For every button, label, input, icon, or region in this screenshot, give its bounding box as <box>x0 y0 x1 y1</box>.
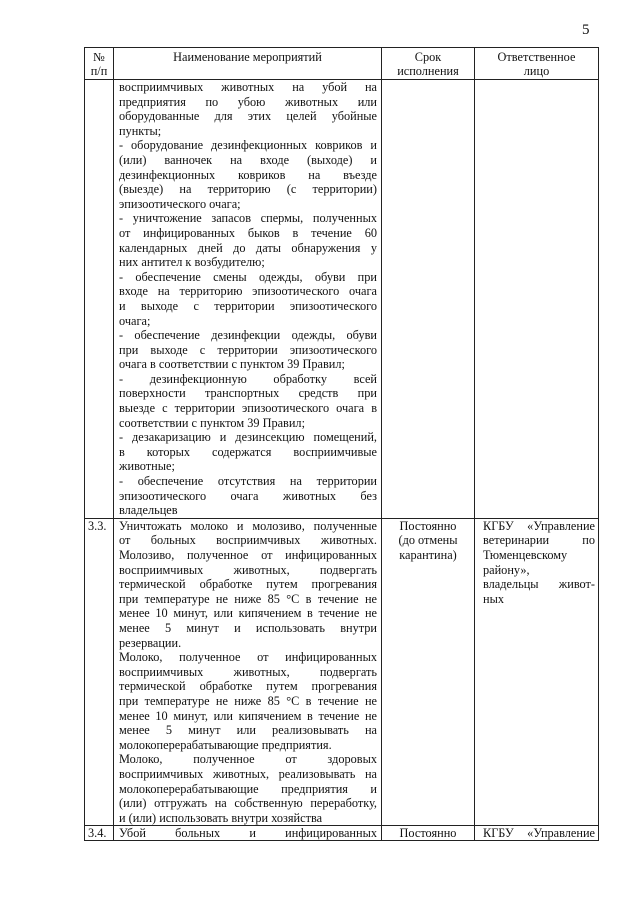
text-line: от инфицированных быков в течение 60 <box>119 225 377 240</box>
text-line: - обеспечение смены одежды, обуви при <box>119 269 377 284</box>
page-number: 5 <box>582 22 590 38</box>
text-line: оборудованные для этих целей убойные <box>119 109 377 124</box>
text-line: менее 5 минут или реализовывать на <box>119 723 377 738</box>
text-line: животные; <box>119 459 175 474</box>
text-line: - дезакаризацию и дезинсекцию помещений, <box>119 430 377 445</box>
header-name: Наименование мероприятий <box>114 48 382 80</box>
text-line: очага; <box>119 313 151 328</box>
row-3-3-description <box>114 518 382 825</box>
text-line: восприимчивых животных, подвергать <box>119 664 377 679</box>
text-line: молокоперерабатывающие предприятия. <box>119 737 332 752</box>
row-3-4-description: Убой больных и инфицированных <box>114 826 382 841</box>
text-line: - оборудование дезинфекционных ковриков и <box>119 138 377 153</box>
row-3-4-term: Постоянно <box>382 826 475 841</box>
text-line: - дезинфекционную обработку всей <box>119 371 377 386</box>
header-term: Срок исполнения <box>382 48 475 80</box>
responsible-line: владельцы живот- <box>483 577 595 592</box>
text-line: очага в соответствии с пунктом 39 Правил; <box>119 357 345 372</box>
term-line: карантина) <box>399 548 457 562</box>
text-line: - обеспечение отсутствия на территории <box>119 474 377 489</box>
text-line: и (или) использовать внутри хозяйства <box>119 810 323 825</box>
text-line: владельцев <box>119 503 178 518</box>
text-line: восприимчивых животных, подвергать <box>119 562 377 577</box>
table-row-3-3 <box>85 518 599 825</box>
row-3-4-responsible: КГБУ «Управление <box>475 826 599 841</box>
header-num: № п/п <box>85 48 114 80</box>
text-line: менее 5 минут и использовать внутри <box>119 620 377 635</box>
term-line: Постоянно <box>399 518 457 533</box>
text-line: в которых содержатся восприимчивые <box>119 444 377 459</box>
text-line: при температуре не ниже 85 °С в течение не <box>119 591 377 606</box>
text-line: восприимчивых животных, реализовывать на <box>119 766 377 781</box>
text-line: - обеспечение дезинфекции одежды, обуви <box>119 328 377 343</box>
text-line: них антител к возбудителю; <box>119 255 265 270</box>
text-line: эпизоотического очага животных без <box>119 488 377 503</box>
text-line: поверхности транспортных средств при <box>119 386 377 401</box>
responsible-line: ных <box>483 591 504 606</box>
text-line: (или) отгружать на собственную переработку, <box>119 796 377 811</box>
text-line: пункты; <box>119 123 162 138</box>
text-line: Молоко, полученное от инфицированных <box>119 650 377 665</box>
text-line: менее 10 минут, или кипячением в течение не <box>119 708 377 723</box>
text-line: (выезде) на территорию (с территории) <box>119 182 377 197</box>
text-line: и выходе с территории эпизоотического <box>119 298 377 313</box>
table-row-3-4 <box>85 826 599 841</box>
responsible-line: району», <box>483 562 530 577</box>
text-line: от больных восприимчивых животных. <box>119 533 377 548</box>
text-line: выезде с территории эпизоотического очага в <box>119 401 377 416</box>
row-3-3-responsible <box>475 518 599 825</box>
responsible-line: ветеринарии по <box>483 533 595 548</box>
text-line: Молозиво, полученное от инфицированных <box>119 548 377 562</box>
measures-table <box>84 47 599 841</box>
text-line: термической обработке путем прогревания <box>119 577 377 592</box>
text-line: Уничтожать молоко и молозиво, полученные <box>119 518 377 533</box>
row-number: 3.4. <box>85 826 114 841</box>
text-line: Молоко, полученное от здоровых <box>119 752 377 767</box>
text-line: молокоперерабатывающие предприятия и <box>119 781 377 796</box>
continued-responsible-cell <box>475 80 599 519</box>
continued-term-cell <box>382 80 475 519</box>
continued-num-cell <box>85 80 114 519</box>
text-line: при температуре не ниже 85 °С в течение не <box>119 693 377 708</box>
table-header-row <box>85 48 599 80</box>
text-line: дезинфекционных ковриков на въезде <box>119 167 377 182</box>
row-3-3-term <box>382 518 475 825</box>
text-line: восприимчивых животных на убой на <box>119 80 377 94</box>
text-line: входе на территорию эпизоотического очага <box>119 284 377 299</box>
continued-description-cell <box>114 80 382 519</box>
table-row-continued <box>85 80 599 519</box>
text-line: (или) ванночек на входе (выходе) и <box>119 152 377 167</box>
text-line: при выходе с территории эпизоотического <box>119 342 377 357</box>
text-line: - уничтожение запасов спермы, полученных <box>119 211 377 226</box>
responsible-line: КГБУ «Управление <box>483 518 595 533</box>
text-line: эпизоотического очага; <box>119 196 241 211</box>
text-line: резервации. <box>119 635 182 650</box>
text-line: термической обработке путем прогревания <box>119 679 377 694</box>
row-number: 3.3. <box>85 518 114 825</box>
responsible-line: Тюменцевскому <box>483 548 568 562</box>
header-responsible: Ответственное лицо <box>475 48 599 80</box>
text-line: соответствии с пунктом 39 Правил; <box>119 415 305 430</box>
text-line: предприятия по убою животных или <box>119 94 377 109</box>
text-line: календарных дней до даты обнаружения у <box>119 240 377 255</box>
text-line: менее 10 минут, или кипячением в течение не <box>119 606 377 621</box>
term-line: (до отмены <box>398 533 458 548</box>
